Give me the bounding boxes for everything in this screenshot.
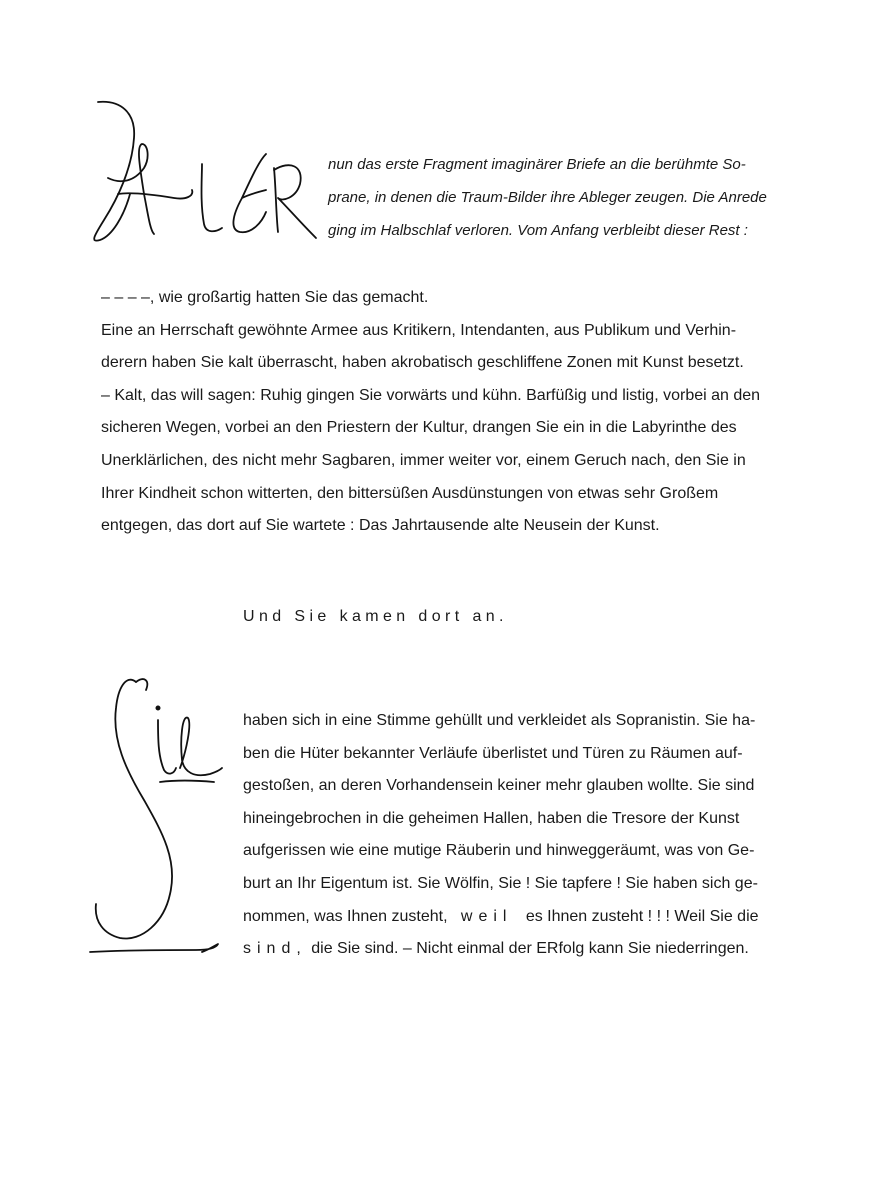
sie-line-8-end: die Sie sind. – Nicht einmal der ERfolg kann Sie niederringen. — [311, 940, 749, 958]
letter-paragraph — [101, 282, 801, 543]
spaced-word-sind: sind, — [243, 940, 307, 958]
letter-line: Eine an Herrschaft gewöhnte Armee aus Kritikern, Intendanten, aus Publikum und Verhin- — [101, 321, 737, 339]
sie-line — [243, 933, 801, 966]
sie-line: haben sich in eine Stimme gehüllt und verkleidet als Sopranistin. Sie ha- — [243, 712, 756, 729]
letter-line: derern haben Sie kalt überrascht, haben akrobatisch geschliffene Zonen mit Kunst besetzt. — [101, 354, 744, 372]
sie-line — [243, 901, 801, 934]
sie-line-7-end: es Ihnen zusteht ! ! ! Weil Sie die — [525, 907, 759, 925]
sie-line: aufgerissen wie eine mutige Räuberin und hinweggeräumt, was von Ge- — [243, 842, 755, 860]
letter-line: entgegen, das dort auf Sie wartete : Das Jahrtausende alte Neusein der Kunst. — [101, 517, 660, 535]
letter-line: Ihrer Kindheit schon witterten, den bittersüßen Ausdünstungen von etwas sehr Großem — [101, 484, 719, 502]
sie-line-7-start: nommen, was Ihnen zusteht, — [243, 907, 448, 925]
letter-line: – Kalt, das will sagen: Ruhig gingen Sie vorwärts und kühn. Barfüßig und listig, vorbei an den — [101, 386, 761, 404]
sie-line: gestoßen, an deren Vorhandensein keiner mehr glauben wollte. Sie sind — [243, 777, 755, 795]
spaced-sentence: Und Sie kamen dort an. — [243, 608, 508, 625]
letter-line: – – – –, wie großartig hatten Sie das gemacht. — [101, 289, 429, 306]
sie-line: ben die Hüter bekannter Verläufe überlistet und Türen zu Räumen auf- — [243, 744, 743, 762]
hier-handwritten-initial — [90, 98, 320, 248]
intro-line: ging im Halbschlaf verloren. Vom Anfang verbleibt dieser Rest : — [328, 222, 748, 239]
letter-line: Unerklärlichen, des nicht mehr Sagbaren, immer weiter vor, einem Geruch nach, den Sie in — [101, 451, 746, 469]
sie-line: hineingebrochen in die geheimen Hallen, haben die Tresore der Kunst — [243, 809, 740, 827]
intro-line: nun das erste Fragment imaginärer Briefe an die berühmte So- — [328, 156, 746, 173]
sie-paragraph — [243, 705, 801, 966]
intro-paragraph — [328, 148, 798, 247]
spaced-word-weil: weil — [460, 907, 513, 925]
intro-line: prane, in denen die Traum-Bilder ihre Ableger zeugen. Die Anrede — [328, 189, 767, 206]
letter-line: sicheren Wegen, vorbei an den Priestern der Kultur, drangen Sie ein in die Labyrinthe des — [101, 419, 737, 437]
sie-handwritten-initial — [86, 660, 236, 960]
sie-line: burt an Ihr Eigentum ist. Sie Wölfin, Sie ! Sie tapfere ! Sie haben sich ge- — [243, 874, 758, 892]
